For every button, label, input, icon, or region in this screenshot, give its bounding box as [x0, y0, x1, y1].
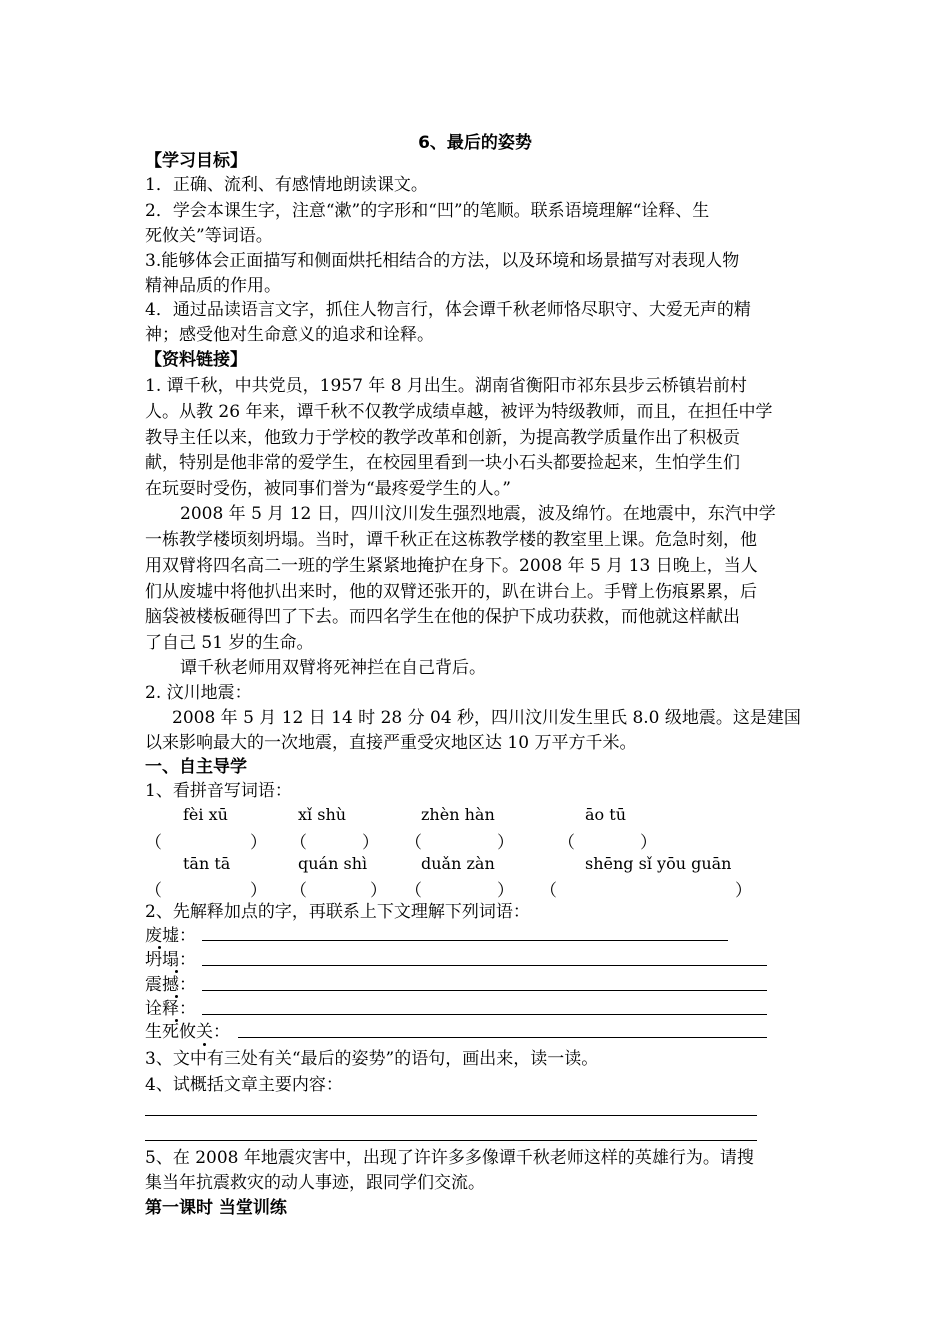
question-4: 4、试概括文章主要内容：	[145, 1075, 343, 1095]
resource-line: 们从废墟中将他扒出来时，他的双臂还张开的，趴在讲台上。手臂上伤痕累累，后	[145, 582, 757, 602]
answer-close: ）	[735, 881, 752, 901]
pinyin: fèi xū	[183, 805, 228, 824]
pinyin: duǎn zàn	[421, 854, 495, 873]
objective-line: 神；感受他对生命意义的追求和诠释。	[145, 325, 434, 345]
resource-line: 2. 汶川地震：	[145, 683, 252, 703]
term-label: 生死攸关：	[145, 1022, 230, 1042]
objectives-heading: 【学习目标】	[145, 151, 247, 171]
resource-line: 了自己 51 岁的生命。	[145, 633, 314, 653]
objective-line: 1．正确、流利、有感情地朗读课文。	[145, 175, 428, 195]
answer-line[interactable]	[145, 1140, 757, 1141]
resource-line: 脑袋被楼板砸得凹了下去。而四名学生在他的保护下成功获救，而他就这样献出	[145, 607, 740, 627]
term-label: 坍塌：	[145, 950, 196, 970]
question-5: 5、在 2008 年地震灾害中，出现了许许多多像谭千秋老师这样的英雄行为。请搜	[145, 1148, 754, 1168]
answer-line[interactable]	[202, 965, 767, 966]
objective-line: 2．学会本课生字，注意“漱”的字形和“凹”的笔顺。联系语境理解“诠释、生	[145, 201, 710, 221]
resource-line: 献，特别是他非常的爱学生，在校园里看到一块小石头都要捡起来，生怕学生们	[145, 453, 740, 473]
answer-close: ）	[370, 881, 387, 901]
pinyin: xǐ shù	[298, 805, 347, 824]
answer-open: （	[405, 833, 422, 853]
emphasis-dot	[175, 970, 178, 973]
pinyin: tān tā	[183, 854, 231, 873]
answer-line[interactable]	[202, 940, 728, 941]
answer-close: ）	[250, 833, 267, 853]
term-label: 震撼：	[145, 975, 196, 995]
resource-line: 以来影响最大的一次地震，直接严重受灾地区达 10 万平方千米。	[145, 733, 637, 753]
objective-line: 3.能够体会正面描写和侧面烘托相结合的方法，以及环境和场景描写对表现人物	[145, 251, 740, 271]
emphasis-dot	[158, 946, 161, 949]
pinyin: quán shì	[298, 854, 368, 873]
answer-close: ）	[497, 833, 514, 853]
section-heading: 一、自主导学	[145, 757, 247, 777]
lesson-title: 6、最后的姿势	[418, 133, 532, 153]
term-label: 诠释：	[145, 999, 196, 1019]
objective-line: 死攸关”等词语。	[145, 226, 273, 246]
pinyin: zhèn hàn	[421, 805, 495, 824]
pinyin: shēng sǐ yōu guān	[585, 854, 732, 873]
lesson-footer-heading: 第一课时 当堂训练	[145, 1198, 287, 1218]
question-5-cont: 集当年抗震救灾的动人事迹，跟同学们交流。	[145, 1173, 485, 1193]
answer-open: （	[558, 833, 575, 853]
question-1: 1、看拼音写词语：	[145, 781, 292, 801]
resource-line: 2008 年 5 月 12 日，四川汶川发生强烈地震，波及绵竹。在地震中，东汽中学	[180, 504, 776, 524]
answer-line[interactable]	[145, 1115, 757, 1116]
answer-close: ）	[497, 881, 514, 901]
answer-close: ）	[250, 881, 267, 901]
resource-line: 一栋教学楼顷刻坍塌。当时，谭千秋正在这栋教学楼的教室里上课。危急时刻，他	[145, 530, 757, 550]
emphasis-dot	[203, 1043, 206, 1046]
resource-line: 用双臂将四名高二一班的学生紧紧地掩护在身下。2008 年 5 月 13 日晚上，当人	[145, 556, 758, 576]
emphasis-dot	[175, 1019, 178, 1022]
resource-line: 谭千秋老师用双臂将死神拦在自己背后。	[180, 658, 486, 678]
resource-line: 2008 年 5 月 12 日 14 时 28 分 04 秒，四川汶川发生里氏 8.0 级地震。这是建国	[172, 708, 801, 728]
answer-line[interactable]	[202, 1014, 767, 1015]
answer-close: ）	[640, 833, 657, 853]
objective-line: 精神品质的作用。	[145, 276, 281, 296]
answer-line[interactable]	[238, 1037, 767, 1038]
answer-open: （	[540, 881, 557, 901]
question-2: 2、先解释加点的字，再联系上下文理解下列词语：	[145, 902, 530, 922]
question-3: 3、文中有三处有关“最后的姿势”的语句，画出来，读一读。	[145, 1049, 599, 1069]
resource-line: 在玩耍时受伤，被同事们誉为“最疼爱学生的人。”	[145, 479, 511, 499]
resource-line: 教导主任以来，他致力于学校的教学改革和创新，为提高教学质量作出了积极贡	[145, 428, 740, 448]
answer-open: （	[290, 833, 307, 853]
answer-open: （	[145, 833, 162, 853]
resource-line: 人。从教 26 年来，谭千秋不仅教学成绩卓越，被评为特级教师，而且，在担任中学	[145, 402, 773, 422]
emphasis-dot	[175, 995, 178, 998]
answer-open: （	[145, 881, 162, 901]
resources-heading: 【资料链接】	[145, 350, 247, 370]
term-label: 废墟：	[145, 926, 196, 946]
pinyin: āo tū	[585, 805, 626, 824]
resource-line: 1. 谭千秋，中共党员，1957 年 8 月出生。湖南省衡阳市祁东县步云桥镇岩前村	[145, 376, 747, 396]
answer-line[interactable]	[202, 990, 767, 991]
answer-close: ）	[362, 833, 379, 853]
answer-open: （	[405, 881, 422, 901]
answer-open: （	[290, 881, 307, 901]
objective-line: 4．通过品读语言文字，抓住人物言行，体会谭千秋老师恪尽职守、大爱无声的精	[145, 300, 751, 320]
